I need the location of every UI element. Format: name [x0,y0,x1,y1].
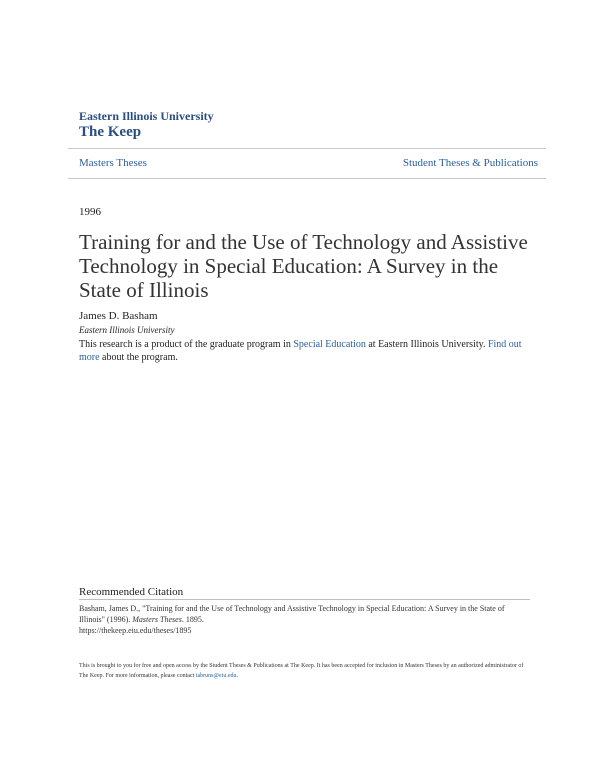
repository-name[interactable]: The Keep [79,124,142,140]
student-theses-publications-link[interactable]: Student Theses & Publications [402,157,538,169]
nav-divider [68,178,546,179]
program-description [79,338,531,364]
citation-block [79,603,531,636]
university-name[interactable]: Eastern Illinois University [79,109,214,123]
masters-theses-link[interactable]: Masters Theses [79,157,147,169]
description-text: at Eastern Illinois University. [365,339,488,350]
description-text: This research is a product of the graduate program in [79,339,294,350]
citation-url[interactable]: https://thekeep.eiu.edu/theses/1895 [79,626,192,635]
author-name: James D. Basham [79,310,158,322]
contact-email-link[interactable]: tabruns@eiu.edu [195,673,237,679]
citation-divider [79,599,530,600]
citation-series: Masters Theses [132,615,182,624]
notice-text: . [236,673,238,679]
publication-year: 1996 [79,206,101,218]
document-title: Training for and the Use of Technology and Assistive Technology in Special Education: A Survey in the State of Illinois [79,230,528,302]
citation-text: Basham, James D., "Training for and the Use of Technology and Assistive Technology in Special Education: A Survey in the State of Illinois" (1996). [79,604,505,624]
top-divider [68,148,546,149]
find-out-more-link[interactable]: Find out more [79,339,522,363]
author-affiliation: Eastern Illinois University [79,325,175,335]
repository-header [79,110,214,141]
access-notice [79,661,531,681]
citation-text: . 1895. [181,615,204,624]
recommended-citation-heading: Recommended Citation [79,586,184,598]
description-text: about the program. [99,352,178,363]
special-education-link[interactable]: Special Education [293,339,366,350]
notice-text: This is brought to you for free and open access by the Student Theses & Publications at The Keep. It has been accepted for inclusion in Masters Theses by an authorized administrator of The Keep. For more information, please contact [79,663,524,679]
